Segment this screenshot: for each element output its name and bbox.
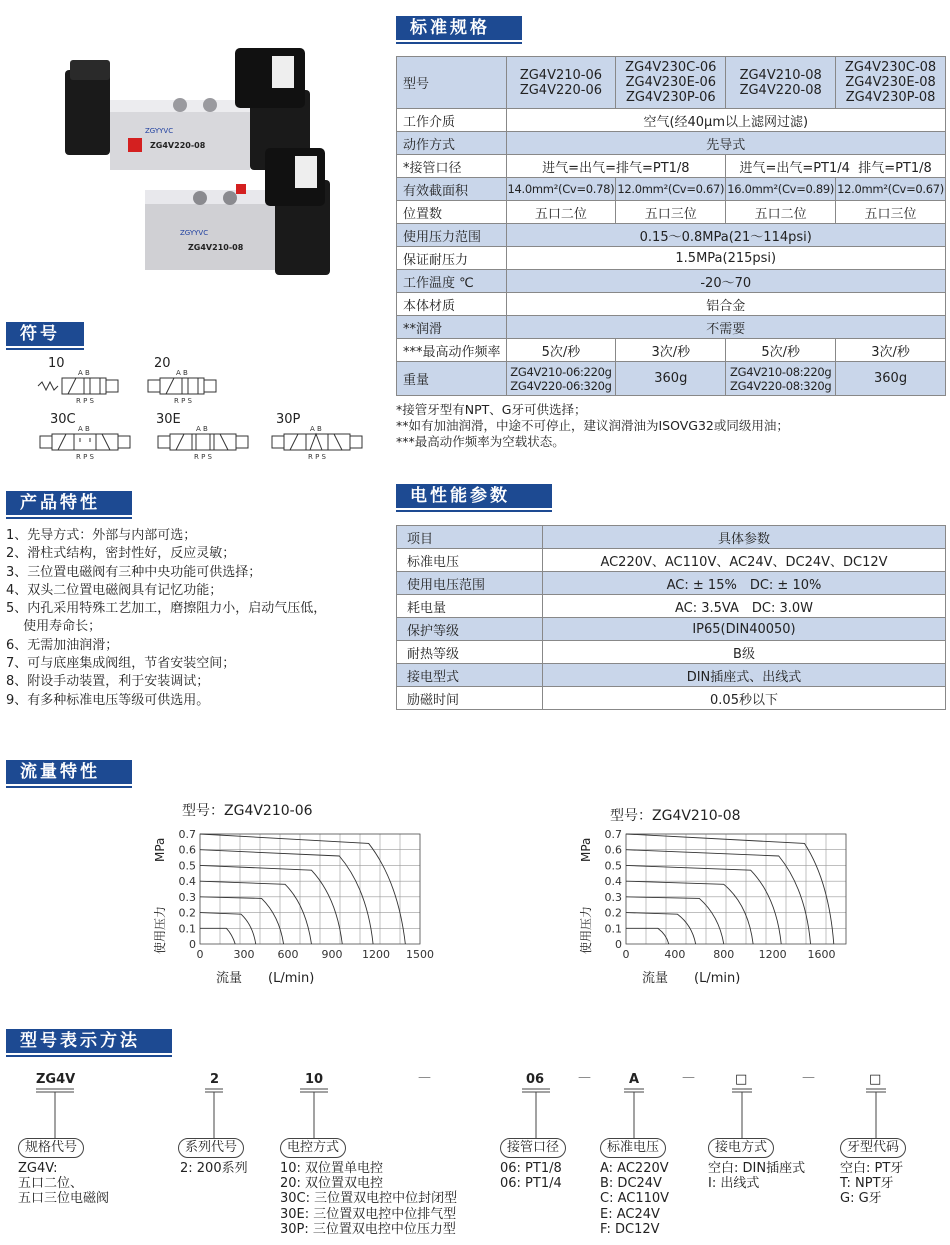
elec-header-item: 项目 <box>397 526 543 549</box>
model-code-lines <box>0 1086 950 1166</box>
valve-upper-model: ZG4V220-08 <box>150 141 206 150</box>
spec-weight-2: 360g <box>616 362 726 396</box>
spec-area-2: 12.0mm²(Cv=0.67) <box>616 178 726 201</box>
y-tick-label: 0.3 <box>604 890 622 904</box>
x-tick-label: 1600 <box>807 948 836 961</box>
svg-text:R P S: R P S <box>174 397 192 405</box>
section-title-electrical: 电性能参数 <box>396 484 552 508</box>
spec-header-label: 型号 <box>397 57 507 109</box>
x-tick-label: 1200 <box>758 948 787 961</box>
model-code-control: 10 <box>305 1072 324 1087</box>
spec-positions-label: 位置数 <box>397 201 507 224</box>
note-3: ***最高动作频率为空载状态。 <box>396 434 565 449</box>
x-axis-label: 流量 (L/min) <box>642 971 741 986</box>
x-tick-label: 800 <box>713 948 735 961</box>
spec-positions-2: 五口三位 <box>616 201 726 224</box>
model-code-wiring: □ <box>735 1072 748 1087</box>
flow-curve-5 <box>200 865 342 944</box>
valve-lower-model: ZG4V210-08 <box>188 243 244 252</box>
y-tick-label: 0.6 <box>178 843 196 857</box>
spec-area-3: 16.0mm²(Cv=0.89) <box>726 178 836 201</box>
y-axis-unit: MPa <box>579 837 593 862</box>
spec-notes <box>396 402 789 450</box>
spec-area-label: 有效截面积 <box>397 178 507 201</box>
symbol-30e <box>158 425 248 461</box>
model-code-series: 2 <box>210 1072 220 1087</box>
spec-positions-1: 五口二位 <box>506 201 616 224</box>
electrical-table <box>396 525 946 710</box>
x-tick-label: 600 <box>277 948 299 961</box>
spec-material-label: 本体材质 <box>397 293 507 316</box>
elec-cell: AC: ± 15% DC: ± 10% <box>543 572 946 595</box>
spec-freq-4: 3次/秒 <box>836 339 946 362</box>
y-axis-label: 使用压力 <box>579 905 593 954</box>
table-row <box>397 293 946 316</box>
spec-proof-value: 1.5MPa(215psi) <box>506 247 946 270</box>
table-row <box>397 687 946 710</box>
elec-cell: 耗电量 <box>397 595 543 618</box>
svg-text:A B: A B <box>176 369 188 377</box>
flow-curve-7 <box>626 834 834 944</box>
y-tick-label: 0.2 <box>178 906 196 920</box>
symbol-label-30c: 30C <box>50 412 76 427</box>
table-row <box>397 362 946 396</box>
spec-area-4: 12.0mm²(Cv=0.67) <box>836 178 946 201</box>
symbol-label-30e: 30E <box>156 412 181 427</box>
spec-port-label: *接管口径 <box>397 155 507 178</box>
spec-freq-2: 3次/秒 <box>616 339 726 362</box>
model-desc-port: 06: PT1/8 06: PT1/4 <box>500 1161 562 1192</box>
x-tick-label: 0 <box>196 948 204 961</box>
model-code-spec: ZG4V <box>36 1072 76 1087</box>
table-row <box>397 247 946 270</box>
model-desc-wiring: 空白: DIN插座式 I: 出线式 <box>708 1161 806 1192</box>
table-row <box>397 549 946 572</box>
elec-header-param: 具体参数 <box>543 526 946 549</box>
x-axis-label: 流量 (L/min) <box>216 971 315 986</box>
spec-positions-3: 五口二位 <box>726 201 836 224</box>
elec-cell: 保护等级 <box>397 618 543 641</box>
spec-positions-4: 五口三位 <box>836 201 946 224</box>
section-title-model: 型号表示方法 <box>6 1029 172 1053</box>
table-row <box>397 109 946 132</box>
model-dash: — <box>578 1070 591 1085</box>
y-tick-label: 0.5 <box>178 859 196 873</box>
chart2-title: 型号：ZG4V210-08 <box>610 808 741 824</box>
model-box-spec: 规格代号 <box>18 1138 84 1158</box>
spec-action-value: 先导式 <box>506 132 946 155</box>
spec-temp-label: 工作温度 ℃ <box>397 270 507 293</box>
feature-item: 1、先导方式：外部与内部可选； <box>6 528 197 543</box>
symbol-label-30p: 30P <box>276 412 301 427</box>
x-tick-label: 0 <box>622 948 630 961</box>
elec-cell: AC: 3.5VA DC: 3.0W <box>543 595 946 618</box>
symbol-20 <box>148 369 216 405</box>
elec-cell: 励磁时间 <box>397 687 543 710</box>
spec-weight-label: 重量 <box>397 362 507 396</box>
spec-freq-3: 5次/秒 <box>726 339 836 362</box>
svg-text:A B: A B <box>196 425 208 433</box>
flow-curve-1 <box>200 928 235 944</box>
table-row <box>397 526 946 549</box>
spec-lube-value: 不需要 <box>506 316 946 339</box>
spec-port-v2: 进气=出气=PT1/4 排气=PT1/8 <box>726 155 946 178</box>
table-row <box>397 316 946 339</box>
spec-proof-label: 保证耐压力 <box>397 247 507 270</box>
model-box-port: 接管口径 <box>500 1138 566 1158</box>
spec-weight-4: 360g <box>836 362 946 396</box>
model-desc-series: 2: 200系列 <box>180 1161 248 1176</box>
table-row <box>397 201 946 224</box>
elec-cell: DIN插座式、出线式 <box>543 664 946 687</box>
y-axis-label: 使用压力 <box>153 905 167 954</box>
svg-text:R P S: R P S <box>76 453 94 461</box>
plot-frame <box>626 834 846 944</box>
feature-item: 5、内孔采用特殊工艺加工，磨擦阻力小，启动气压低， <box>6 601 327 617</box>
section-title-features: 产品特性 <box>6 491 132 515</box>
model-dash: — <box>682 1070 695 1085</box>
y-tick-label: 0 <box>189 938 196 951</box>
chart1-title: 型号：ZG4V210-06 <box>182 803 313 819</box>
feature-item: 2、滑柱式结构，密封性好，反应灵敏； <box>6 546 236 562</box>
table-row <box>397 57 946 109</box>
spec-freq-label: ***最高动作频率 <box>397 339 507 362</box>
flow-chart-06 <box>140 820 440 1020</box>
table-row <box>397 155 946 178</box>
section-title-spec: 标准规格 <box>396 16 522 40</box>
spec-medium-label: 工作介质 <box>397 109 507 132</box>
y-tick-label: 0.7 <box>178 828 196 841</box>
model-box-thread: 牙型代码 <box>840 1138 906 1158</box>
note-2: **如有加油润滑，中途不可停止，建议润滑油为ISOVG32或同级用油； <box>396 418 789 433</box>
y-axis-unit: MPa <box>153 837 167 862</box>
table-row <box>397 224 946 247</box>
y-tick-label: 0.7 <box>604 828 622 841</box>
spec-medium-value: 空气(经40μm以上滤网过滤) <box>506 109 946 132</box>
x-tick-label: 1500 <box>406 948 434 961</box>
y-tick-label: 0.6 <box>604 843 622 857</box>
flow-curve-7 <box>200 834 405 944</box>
table-row <box>397 339 946 362</box>
section-title-flow: 流量特性 <box>6 760 132 784</box>
spec-header-col2: ZG4V230C-06 ZG4V230E-06 ZG4V230P-06 <box>616 57 726 109</box>
spec-port-v1: 进气=出气=排气=PT1/8 <box>506 155 726 178</box>
spec-pressure-label: 使用压力范围 <box>397 224 507 247</box>
model-desc-voltage: A: AC220V B: DC24V C: AC110V E: AC24V F: DC12V <box>600 1161 670 1237</box>
y-tick-label: 0.4 <box>178 875 196 889</box>
x-tick-label: 400 <box>664 948 686 961</box>
flow-chart-08 <box>566 820 866 1020</box>
feature-item: 4、双头二位置电磁阀具有记忆功能； <box>6 582 223 598</box>
elec-cell: 使用电压范围 <box>397 572 543 595</box>
svg-text:A B: A B <box>78 369 90 377</box>
spec-weight-3: ZG4V210-08:220g ZG4V220-08:320g <box>726 362 836 396</box>
table-row <box>397 132 946 155</box>
spec-area-1: 14.0mm²(Cv=0.78) <box>506 178 616 201</box>
flow-curve-3 <box>200 897 284 944</box>
symbol-30c <box>40 425 130 461</box>
y-tick-label: 0 <box>615 938 622 951</box>
svg-text:R P S: R P S <box>76 397 94 405</box>
product-photo <box>40 30 340 300</box>
elec-cell: B级 <box>543 641 946 664</box>
model-desc-thread: 空白: PT牙 T: NPT牙 G: G牙 <box>840 1161 904 1207</box>
elec-cell: AC220V、AC110V、AC24V、DC24V、DC12V <box>543 549 946 572</box>
model-box-series: 系列代号 <box>178 1138 244 1158</box>
feature-item: 6、无需加油润滑； <box>6 637 119 653</box>
spec-header-col3: ZG4V210-08 ZG4V220-08 <box>726 57 836 109</box>
spec-freq-1: 5次/秒 <box>506 339 616 362</box>
feature-item: 使用寿命长； <box>6 619 102 635</box>
x-tick-label: 300 <box>233 948 255 961</box>
y-tick-label: 0.4 <box>604 875 622 889</box>
x-tick-label: 900 <box>321 948 343 961</box>
table-row <box>397 664 946 687</box>
table-row <box>397 641 946 664</box>
elec-cell: IP65(DIN40050) <box>543 618 946 641</box>
valve-upper-brand: ZGYYVC <box>145 127 174 135</box>
flow-curve-5 <box>626 865 781 944</box>
spec-header-col4: ZG4V230C-08 ZG4V230E-08 ZG4V230P-08 <box>836 57 946 109</box>
spec-table <box>396 56 946 396</box>
note-1: *接管牙型有NPT、G牙可供选择； <box>396 402 587 417</box>
feature-item: 3、三位置电磁阀有三种中央功能可供选择； <box>6 564 262 580</box>
svg-text:R P S: R P S <box>308 453 326 461</box>
model-box-wiring: 接电方式 <box>708 1138 774 1158</box>
spec-lube-label: **润滑 <box>397 316 507 339</box>
table-row <box>397 178 946 201</box>
section-title-symbol: 符号 <box>6 322 84 346</box>
table-row <box>397 572 946 595</box>
symbol-label-10: 10 <box>48 356 65 371</box>
model-dash: — <box>802 1070 815 1085</box>
table-row <box>397 618 946 641</box>
y-tick-label: 0.5 <box>604 859 622 873</box>
spec-action-label: 动作方式 <box>397 132 507 155</box>
svg-text:R P S: R P S <box>194 453 212 461</box>
feature-item: 7、可与底座集成阀组，节省安装空间； <box>6 656 236 672</box>
symbol-30p <box>272 425 362 461</box>
y-tick-label: 0.3 <box>178 890 196 904</box>
table-row <box>397 270 946 293</box>
features-list <box>6 527 326 710</box>
svg-text:A B: A B <box>310 425 322 433</box>
spec-material-value: 铝合金 <box>506 293 946 316</box>
y-tick-label: 0.1 <box>604 922 622 936</box>
model-desc-control: 10: 双位置单电控 20: 双位置双电控 30C: 三位置双电控中位封闭型 30E: 三位置双电控中位排气型 30P: 三位置双电控中位压力型 <box>280 1161 458 1237</box>
spec-weight-1: ZG4V210-06:220g ZG4V220-06:320g <box>506 362 616 396</box>
x-tick-label: 1200 <box>362 948 390 961</box>
valve-symbols-svg <box>10 352 370 462</box>
model-box-voltage: 标准电压 <box>600 1138 666 1158</box>
symbol-10 <box>38 369 118 405</box>
symbol-label-20: 20 <box>154 356 171 371</box>
table-row <box>397 595 946 618</box>
model-dash: — <box>418 1070 431 1085</box>
feature-item: 9、有多种标准电压等级可供选用。 <box>6 692 210 708</box>
elec-cell: 0.05秒以下 <box>543 687 946 710</box>
symbols-area <box>10 352 370 462</box>
spec-pressure-value: 0.15～0.8MPa(21～114psi) <box>506 224 946 247</box>
model-code-thread: □ <box>869 1072 882 1087</box>
model-code-voltage: A <box>629 1072 640 1087</box>
elec-cell: 耐热等级 <box>397 641 543 664</box>
spec-header-col1: ZG4V210-06 ZG4V220-06 <box>506 57 616 109</box>
model-box-control: 电控方式 <box>280 1138 346 1158</box>
spec-temp-value: -20～70 <box>506 270 946 293</box>
plot-frame <box>200 834 420 944</box>
valve-lower-brand: ZGYYVC <box>180 229 209 237</box>
elec-cell: 标准电压 <box>397 549 543 572</box>
model-code-port: 06 <box>526 1072 545 1087</box>
flow-curve-3 <box>626 897 724 944</box>
flow-curve-1 <box>626 928 669 944</box>
y-tick-label: 0.2 <box>604 906 622 920</box>
feature-item: 8、附设手动装置，利于安装调试； <box>6 674 210 690</box>
elec-cell: 接电型式 <box>397 664 543 687</box>
model-desc-spec: ZG4V: 五口二位、 五口三位电磁阀 <box>18 1161 110 1207</box>
y-tick-label: 0.1 <box>178 922 196 936</box>
svg-text:A B: A B <box>78 425 90 433</box>
